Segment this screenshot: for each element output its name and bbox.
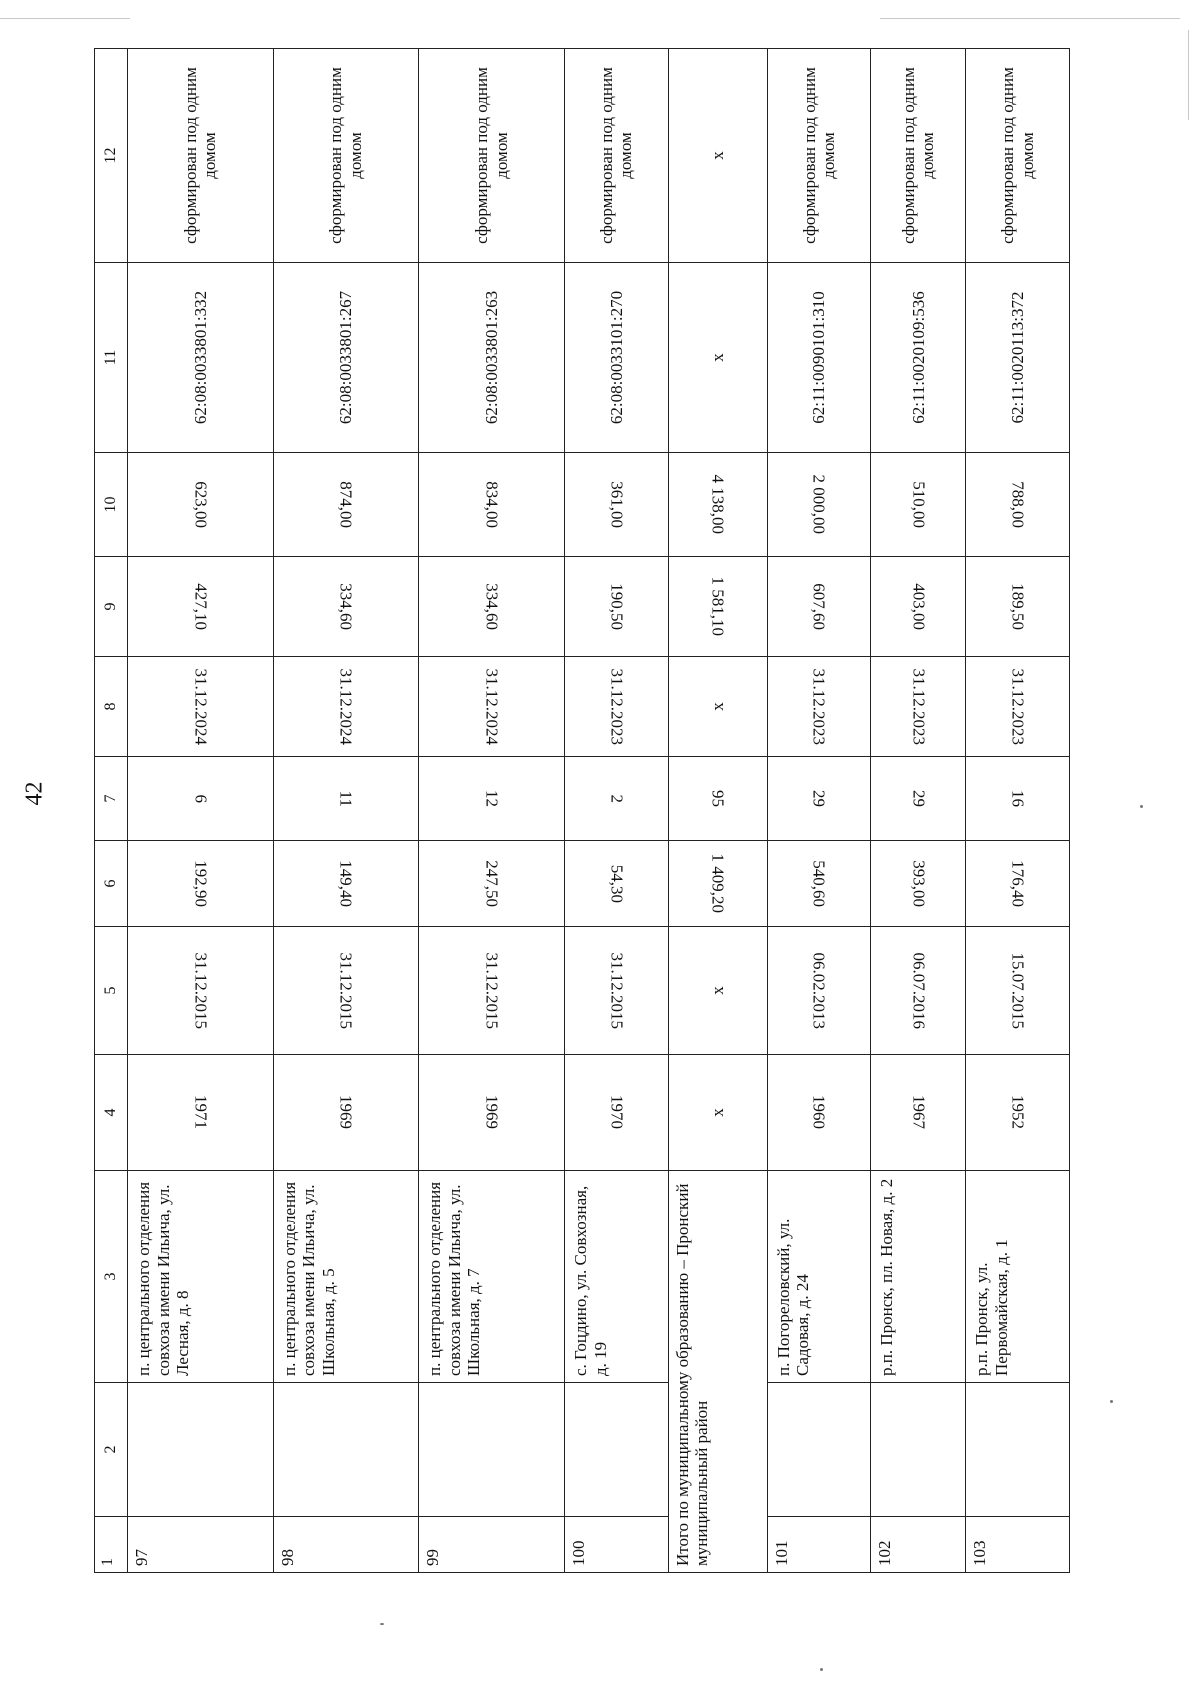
date-value: 06.07.2016 [909,952,929,1029]
scan-edge-line [0,18,130,19]
date-cell [128,927,274,1055]
year-built-value: 1969 [482,1095,502,1130]
year-built-cell [966,1055,1070,1171]
year-built-cell [767,1055,871,1171]
land-area-value: 874,00 [336,481,356,528]
date-cell [419,927,565,1055]
land-area-cell [767,453,871,557]
date-cell [871,927,966,1055]
date-cell [565,927,669,1055]
empty-cell [767,1383,871,1517]
row-number-cell: 103 [966,1517,1070,1573]
land-area-cell [128,453,274,557]
address-cell: п. центрального отделения совхоза имени Ильича, ул. Лесная, д. 8 [128,1171,274,1383]
land-status-cell: сформирован под одним домом [966,49,1070,263]
year-built-cell: x [668,1055,767,1171]
deadline-cell [128,657,274,757]
address-cell: п. Погореловский, ул. Садовая, д. 24 [767,1171,871,1383]
cadastral-number-cell: 62:11:0020109:536 [871,263,966,453]
year-built-value: 1971 [191,1095,211,1130]
area-value: 189,50 [1008,583,1028,630]
total-row [668,49,767,1573]
land-area-cell [668,453,767,557]
land-status-cell: сформирован под одним домом [767,49,871,263]
area-value: 190,50 [607,583,627,630]
table-row [871,49,966,1573]
deadline-cell [966,657,1070,757]
address-cell: п. центрального отделения совхоза имени Ильича, ул. Школьная, д. 7 [419,1171,565,1383]
year-built-cell [419,1055,565,1171]
scan-speck [820,1668,823,1671]
column-number: 2 [95,1383,128,1517]
area-value: 176,40 [1008,860,1028,907]
date-value: 06.02.2013 [809,952,829,1029]
rotated-table-wrapper [94,49,1070,1573]
area-cell [128,557,274,657]
area-value: 1 581,10 [708,576,728,637]
table-row [767,49,871,1573]
count-value: 12 [482,790,502,807]
cadastral-number-cell: 62:08:0033801:263 [419,263,565,453]
empty-cell [966,1383,1070,1517]
date-value: 31.12.2015 [191,952,211,1029]
page-number: 42 [21,781,48,806]
count-cell [668,757,767,841]
table-row [128,49,274,1573]
land-area-cell [966,453,1070,557]
count-value: 6 [191,794,211,803]
area-value: 334,60 [482,583,502,630]
year-built-value: 1967 [909,1095,929,1130]
column-number: 7 [95,757,128,841]
land-status-cell: сформирован под одним домом [565,49,669,263]
empty-cell [871,1383,966,1517]
column-number: 10 [95,453,128,557]
row-number-cell: 101 [767,1517,871,1573]
count-value: 29 [909,790,929,807]
year-built-cell [871,1055,966,1171]
count-cell [419,757,565,841]
scan-edge-line [1188,30,1189,120]
land-status-cell: сформирован под одним домом [273,49,419,263]
scan-edge-line [880,18,1180,19]
scan-speck [1110,1400,1113,1403]
deadline-value: 31.12.2024 [482,668,502,745]
table-row [966,49,1070,1573]
count-cell [565,757,669,841]
date-cell [966,927,1070,1055]
land-area-value: 834,00 [482,481,502,528]
land-area-value: 510,00 [909,481,929,528]
date-cell [767,927,871,1055]
land-area-value: 361,00 [607,481,627,528]
deadline-cell [871,657,966,757]
area-value: 540,60 [809,860,829,907]
cadastral-number-cell: 62:08:0033101:270 [565,263,669,453]
column-number: 5 [95,927,128,1055]
row-number-cell: 99 [419,1517,565,1573]
area-value: 607,60 [809,583,829,630]
count-value: 11 [336,790,356,807]
deadline-cell [565,657,669,757]
date-value: 31.12.2015 [336,952,356,1029]
date-cell [273,927,419,1055]
land-status-cell: сформирован под одним домом [128,49,274,263]
row-number-cell: 100 [565,1517,669,1573]
scan-speck [380,1623,384,1625]
column-number: 4 [95,1055,128,1171]
cadastral-number-cell: 62:08:0033801:267 [273,263,419,453]
area-cell [668,557,767,657]
empty-cell [419,1383,565,1517]
empty-cell [273,1383,419,1517]
area-cell [767,841,871,927]
cadastral-number-cell: 62:08:0033801:332 [128,263,274,453]
deadline-value: 31.12.2024 [191,668,211,745]
area-cell [565,557,669,657]
year-built-cell [565,1055,669,1171]
deadline-cell [419,657,565,757]
area-cell [128,841,274,927]
address-cell: р.п. Пронск, ул. Первомайская, д. 1 [966,1171,1070,1383]
column-number: 6 [95,841,128,927]
count-cell [767,757,871,841]
count-cell [966,757,1070,841]
area-value: 403,00 [909,583,929,630]
column-number: 12 [95,49,128,263]
cadastral-number-cell: 62:11:0020113:372 [966,263,1070,453]
deadline-value: 31.12.2023 [909,668,929,745]
date-value: 31.12.2015 [607,952,627,1029]
area-cell [419,841,565,927]
land-area-cell [871,453,966,557]
address-cell: п. центрального отделения совхоза имени Ильича, ул. Школьная, д. 5 [273,1171,419,1383]
column-number: 11 [95,263,128,453]
deadline-cell [273,657,419,757]
date-value: 15.07.2015 [1008,952,1028,1029]
year-built-value: 1970 [607,1095,627,1130]
count-value: 95 [708,790,728,807]
year-built-value: 1960 [809,1095,829,1130]
empty-cell [128,1383,274,1517]
area-cell [966,841,1070,927]
row-number-cell: 97 [128,1517,274,1573]
area-value: 192,90 [191,860,211,907]
date-cell: x [668,927,767,1055]
land-area-value: 4 138,00 [708,474,728,535]
deadline-value: 31.12.2023 [809,668,829,745]
area-cell [871,557,966,657]
column-number-row [95,49,128,1573]
area-value: 149,40 [336,860,356,907]
date-value: 31.12.2015 [482,952,502,1029]
year-built-value: 1952 [1008,1095,1028,1130]
area-cell [871,841,966,927]
land-area-cell [273,453,419,557]
year-built-cell [128,1055,274,1171]
column-number: 8 [95,657,128,757]
year-built-cell [273,1055,419,1171]
address-cell: с. Гоцдино, ул. Совхозная, д. 19 [565,1171,669,1383]
deadline-value: 31.12.2023 [1008,668,1028,745]
address-cell: р.п. Пронск, пл. Новая, д. 2 [871,1171,966,1383]
area-cell [273,841,419,927]
empty-cell [565,1383,669,1517]
area-cell [668,841,767,927]
count-value: 16 [1008,790,1028,807]
deadline-value: 31.12.2024 [336,668,356,745]
area-value: 427,10 [191,583,211,630]
cadastral-number-cell: 62:11:0090101:310 [767,263,871,453]
row-number-cell: 102 [871,1517,966,1573]
deadline-cell: x [668,657,767,757]
area-value: 54,30 [607,864,627,903]
column-number: 9 [95,557,128,657]
count-value: 2 [607,794,627,803]
land-status-cell: x [668,49,767,263]
deadline-cell [767,657,871,757]
land-area-value: 2 000,00 [809,474,829,535]
area-value: 247,50 [482,860,502,907]
area-cell [273,557,419,657]
area-cell [767,557,871,657]
table-row [419,49,565,1573]
land-area-cell [565,453,669,557]
total-label-cell: Итого по муниципальному образованию – Пронский муниципальный район [668,1171,767,1573]
area-cell [966,557,1070,657]
count-cell [871,757,966,841]
cadastral-number-cell: x [668,263,767,453]
count-value: 29 [809,790,829,807]
table-frame [94,49,1070,1573]
year-built-value: 1969 [336,1095,356,1130]
land-status-cell: сформирован под одним домом [419,49,565,263]
land-area-value: 788,00 [1008,481,1028,528]
row-number-cell: 98 [273,1517,419,1573]
area-value: 1 409,20 [708,853,728,914]
land-status-cell: сформирован под одним домом [871,49,966,263]
deadline-value: 31.12.2023 [607,668,627,745]
count-cell [128,757,274,841]
land-area-value: 623,00 [191,481,211,528]
column-number: 3 [95,1171,128,1383]
count-cell [273,757,419,841]
housing-register-table [94,48,1070,1573]
area-cell [565,841,669,927]
area-value: 393,00 [909,860,929,907]
table-row [565,49,669,1573]
land-area-cell [419,453,565,557]
area-cell [419,557,565,657]
scan-speck [1140,805,1143,808]
column-number: 1 [95,1517,128,1573]
area-value: 334,60 [336,583,356,630]
table-row [273,49,419,1573]
